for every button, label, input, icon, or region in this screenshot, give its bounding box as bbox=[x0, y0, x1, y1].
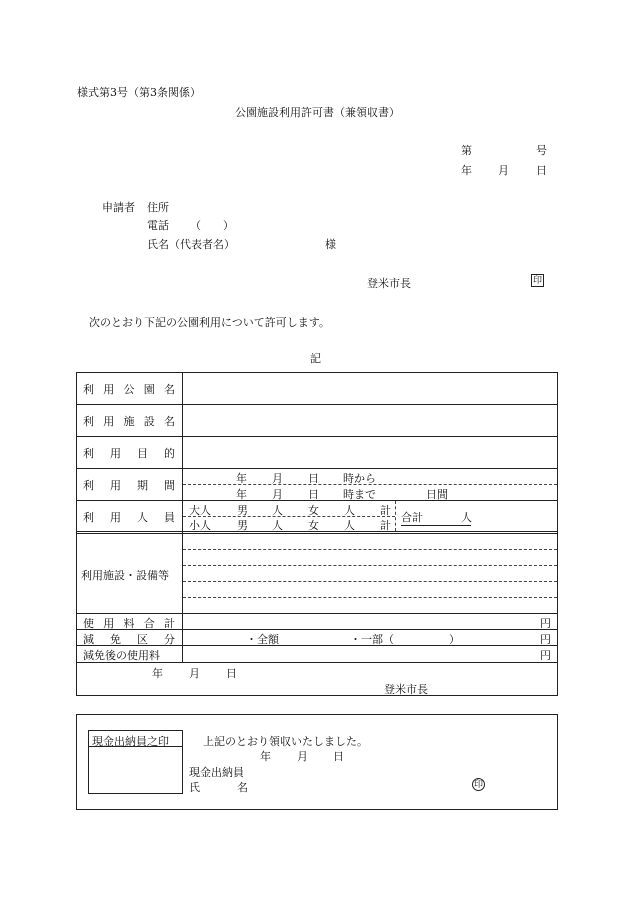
period-from: 時から bbox=[343, 472, 376, 485]
cashier-label: 現金出納員 bbox=[189, 766, 244, 779]
label-fee-total: 使 用 料 合 計 bbox=[83, 617, 175, 630]
applicant-label: 申請者 bbox=[102, 201, 135, 214]
label-people: 利 用 人 員 bbox=[83, 511, 175, 524]
intro-text: 次のとおり下記の公園利用について許可します。 bbox=[89, 316, 330, 329]
date-day: 日 bbox=[536, 164, 547, 177]
issuer: 登米市長 bbox=[367, 277, 411, 290]
date-year: 年 bbox=[461, 164, 472, 177]
period-to: 時まで bbox=[343, 488, 376, 501]
name-label: 氏名（代表者名） bbox=[147, 238, 235, 251]
issuer-bottom: 登米市長 bbox=[384, 683, 428, 696]
cashier-seal: 印 bbox=[473, 780, 483, 790]
label-facility-name: 利 用 施 設 名 bbox=[83, 415, 175, 428]
receipt-text: 上記のとおり領収いたしました。 bbox=[203, 735, 368, 748]
phone-parens: （ ） bbox=[190, 219, 234, 232]
label-period: 利 用 期 間 bbox=[83, 479, 175, 492]
label-equipment: 利用施設・設備等 bbox=[81, 569, 169, 582]
seal-mark: 印 bbox=[532, 276, 542, 286]
period-days: 日間 bbox=[426, 488, 448, 501]
child-label: 小人 bbox=[189, 519, 211, 532]
exemption-full: ・全額 bbox=[246, 633, 279, 646]
stamp-label: 現金出納員之印 bbox=[92, 735, 169, 748]
label-exemption: 減 免 区 分 bbox=[83, 633, 175, 646]
label-purpose: 利 用 目 的 bbox=[83, 447, 175, 460]
doc-no-prefix: 第 bbox=[461, 144, 472, 157]
honorific: 様 bbox=[325, 238, 336, 251]
address-label: 住所 bbox=[147, 201, 169, 214]
phone-label: 電話 bbox=[147, 219, 169, 232]
table-col-divider bbox=[182, 372, 183, 662]
grand-total: 合計 人 bbox=[401, 511, 472, 524]
adult-label: 大人 bbox=[189, 504, 211, 517]
date-month: 月 bbox=[498, 164, 509, 177]
exemption-partial: ・一部（ ） bbox=[350, 633, 460, 646]
doc-no-suffix: 号 bbox=[536, 144, 547, 157]
label-park-name: 利 用 公 園 名 bbox=[83, 383, 175, 396]
form-number: 様式第3号（第3条関係） bbox=[77, 86, 201, 99]
document-title: 公園施設利用許可書（兼領収書） bbox=[235, 106, 400, 119]
label-after-fee: 減免後の使用料 bbox=[83, 649, 160, 662]
ki-label: 記 bbox=[310, 352, 321, 365]
